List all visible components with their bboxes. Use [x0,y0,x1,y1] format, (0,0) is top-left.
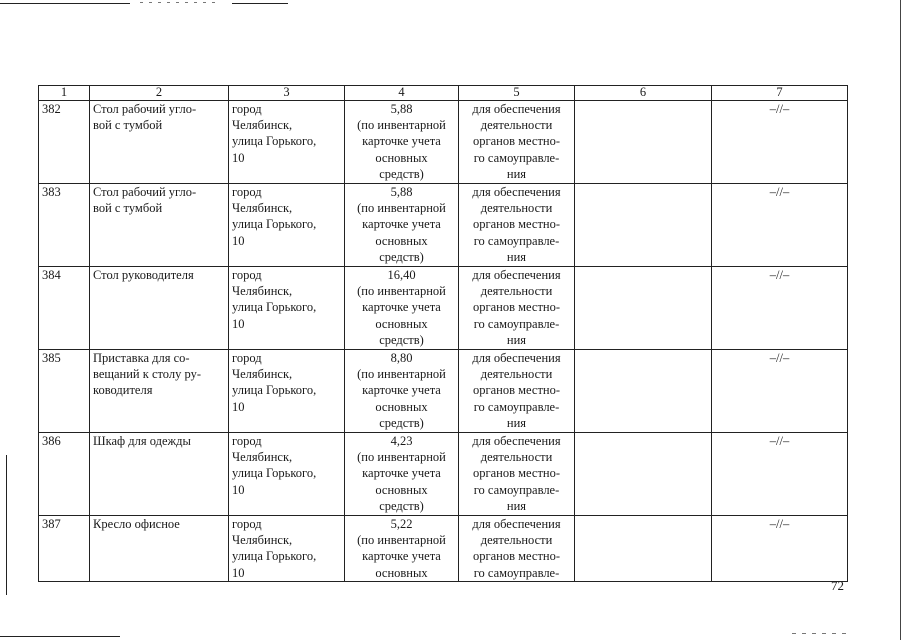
page-edge [900,0,901,640]
item-purpose: для обеспечения деятельности органов местно- го самоуправле- ния [459,101,575,184]
row-number: 386 [39,433,90,516]
column-header: 6 [575,86,712,101]
item-purpose: для обеспечения деятельности органов местно- го самоуправле- ния [459,350,575,433]
row-number: 383 [39,184,90,267]
item-value: 8,80 (по инвентарной карточке учета основных средств) [345,350,459,433]
item-col6 [575,350,712,433]
table-row [39,184,848,267]
item-name: Кресло офисное [90,516,229,582]
item-col6 [575,101,712,184]
item-ditto: –//– [712,350,848,433]
item-address: город Челябинск, улица Горького, 10 [229,350,345,433]
item-value: 16,40 (по инвентарной карточке учета основных средств) [345,267,459,350]
column-header: 5 [459,86,575,101]
item-ditto: –//– [712,433,848,516]
item-address: город Челябинск, улица Горького, 10 [229,433,345,516]
scan-artifact-line [232,3,288,4]
page-number: 72 [831,578,844,593]
item-name: Шкаф для одежды [90,433,229,516]
item-purpose: для обеспечения деятельности органов местно- го самоуправле- [459,516,575,582]
item-purpose: для обеспечения деятельности органов местно- го самоуправле- ния [459,433,575,516]
scan-artifact-line [0,636,120,637]
item-value: 5,88 (по инвентарной карточке учета основных средств) [345,184,459,267]
row-number: 385 [39,350,90,433]
table-row [39,516,848,582]
item-address: город Челябинск, улица Горького, 10 [229,516,345,582]
item-name: Стол рабочий угло- вой с тумбой [90,184,229,267]
item-ditto: –//– [712,184,848,267]
item-col6 [575,267,712,350]
table-row [39,101,848,184]
item-col6 [575,433,712,516]
table-row [39,267,848,350]
column-header: 2 [90,86,229,101]
column-header: 7 [712,86,848,101]
item-ditto: –//– [712,101,848,184]
item-value: 5,22 (по инвентарной карточке учета основных [345,516,459,582]
row-number: 382 [39,101,90,184]
item-col6 [575,516,712,582]
table-row [39,433,848,516]
item-value: 5,88 (по инвентарной карточке учета основных средств) [345,101,459,184]
item-address: город Челябинск, улица Горького, 10 [229,101,345,184]
item-purpose: для обеспечения деятельности органов местно- го самоуправле- ния [459,267,575,350]
scan-artifact-dots [140,2,220,3]
column-header: 3 [229,86,345,101]
item-name: Приставка для со- вещаний к столу ру- ководителя [90,350,229,433]
item-value: 4,23 (по инвентарной карточке учета основных средств) [345,433,459,516]
column-header: 1 [39,86,90,101]
scan-artifact-dots [792,633,852,634]
item-purpose: для обеспечения деятельности органов местно- го самоуправле- ния [459,184,575,267]
item-ditto: –//– [712,267,848,350]
item-name: Стол руководителя [90,267,229,350]
table-row [39,350,848,433]
column-header: 4 [345,86,459,101]
row-number: 384 [39,267,90,350]
item-col6 [575,184,712,267]
column-number-row [39,86,848,101]
item-address: город Челябинск, улица Горького, 10 [229,184,345,267]
scan-artifact-line [0,3,130,4]
item-name: Стол рабочий угло- вой с тумбой [90,101,229,184]
scan-artifact-edge [6,455,7,595]
item-address: город Челябинск, улица Горького, 10 [229,267,345,350]
item-ditto: –//– [712,516,848,582]
row-number: 387 [39,516,90,582]
property-table [38,85,848,582]
